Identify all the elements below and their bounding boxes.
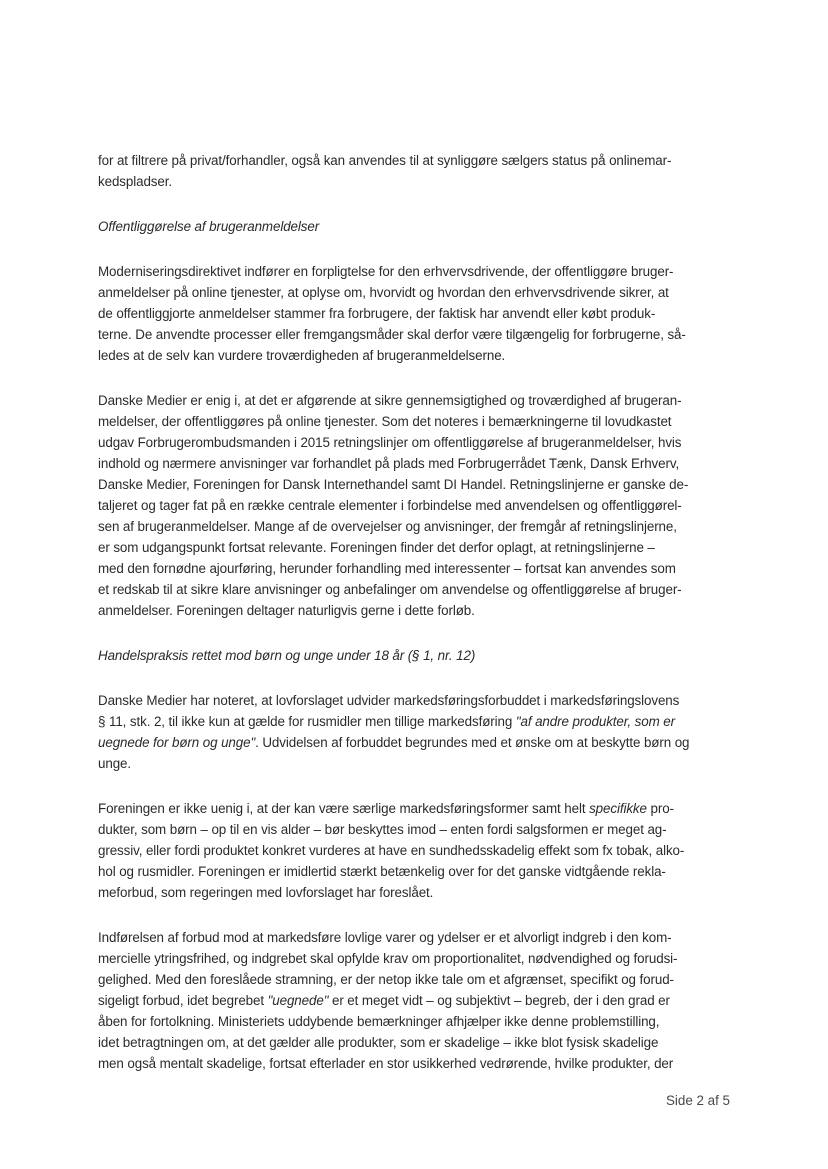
text-line [98,324,738,345]
text-run: med den fornødne ajourføring, herunder forhandling med interessenter – fortsat kan anvendes som [98,561,676,576]
text-line [98,303,738,324]
text-run: udgav Forbrugerombudsmanden i 2015 retningslinjer om offentliggørelse af brugeranmeldelser, hvis [98,435,682,450]
page-number: Side 2 af 5 [665,1093,730,1108]
section-heading [98,645,738,666]
text-run: pro- [646,801,674,816]
text-line [98,1032,738,1053]
text-line [98,432,738,453]
italic-text-run: specifikke [589,801,647,816]
text-line [98,150,738,171]
text-run: er et meget vidt – og subjektivt – begreb, der i den grad er [328,993,670,1008]
text-line [98,1053,738,1074]
text-line [98,171,738,192]
text-line [98,990,738,1011]
text-run: Foreningen er ikke uenig i, at der kan være særlige markedsføringsformer samt helt [98,801,590,816]
italic-text-run: "uegnede" [267,993,329,1008]
text-run: anmeldelser. Foreningen deltager naturligvis gerne i dette forløb. [98,603,475,618]
text-run: et redskab til at sikre klare anvisninger og anbefalinger om anvendelse og offentliggørelse af bruger- [98,582,682,597]
text-line [98,798,738,819]
document-body [98,150,738,1098]
text-run: men også mentalt skadelige, fortsat efterlader en stor usikkerhed vedrørende, hvilke produkter, der [98,1056,674,1071]
text-run: terne. De anvendte processer eller fremgangsmåder skal derfor være tilgængelig for forbrugerne, så- [98,327,686,342]
text-line [98,969,738,990]
text-run: Danske Medier, Foreningen for Dansk Internethandel samt DI Handel. Retningslinjerne er ganske de- [98,477,689,492]
text-run: kedspladser. [98,174,172,189]
text-run: indhold og nærmere anvisninger var forhandlet på plads med Forbrugerrådet Tænk, Dansk Erhverv, [98,456,680,471]
text-run: dukter, som børn – op til en vis alder – bør beskyttes imod – enten fordi salgsformen er meget ag- [98,822,667,837]
text-line [98,711,738,732]
text-run: mercielle ytringsfrihed, og indgrebet skal opfylde krav om proportionalitet, nødvendighed og forudsi- [98,951,678,966]
text-run: åben for fortolkning. Ministeriets uddybende bemærkninger afhjælper ikke denne problemstilling, [98,1014,660,1029]
text-run: meforbud, som regeringen med lovforslaget har foreslået. [98,885,434,900]
paragraph [98,150,738,192]
text-line [98,474,738,495]
text-run: Danske Medier er enig i, at det er afgørende at sikre gennemsigtighed og troværdighed af brugeran- [98,393,682,408]
text-run: de offentliggjorte anmeldelser stammer fra forbrugere, der faktisk har anvendt eller købt produk- [98,306,656,321]
text-line [98,1011,738,1032]
text-run: meldelser, der offentliggøres på online tjenester. Som det noteres i bemærkningerne til lovudkastet [98,414,672,429]
text-run: . Udvidelsen af forbuddet begrundes med et ønske om at beskytte børn og [255,735,690,750]
text-run: Danske Medier har noteret, at lovforslaget udvider markedsføringsforbuddet i markedsføringslovens [98,693,680,708]
text-line [98,819,738,840]
text-run: hol og rusmidler. Foreningen er imidlertid stærkt betænkelig over for det ganske vidtgående rekla- [98,864,666,879]
text-line [98,579,738,600]
text-line [98,411,738,432]
text-line [98,948,738,969]
italic-text-run: "af andre produkter, som er [515,714,675,729]
text-run: sen af brugeranmeldelser. Mange af de overvejelser og anvisninger, der fremgår af retningslinjerne, [98,519,677,534]
text-run: ledes at de selv kan vurdere troværdigheden af brugeranmeldelserne. [98,348,506,363]
text-line [98,732,738,753]
text-line [98,690,738,711]
paragraph [98,390,738,621]
text-run: gelighed. Med den foreslåede stramning, er der netop ikke tale om et afgrænset, specifikt og forud- [98,972,674,987]
text-run: Moderniseringsdirektivet indfører en forpligtelse for den erhvervsdrivende, der offentliggøre bruger- [98,264,674,279]
text-line [98,537,738,558]
paragraph [98,798,738,903]
text-run: sigeligt forbud, idet begrebet [98,993,268,1008]
text-run: gressiv, eller fordi produktet konkret vurderes at have en sundhedsskadelig effekt som fx tobak, alko- [98,843,685,858]
text-line [98,840,738,861]
paragraph [98,927,738,1074]
text-line [98,345,738,366]
text-run: unge. [98,756,132,771]
text-line [98,516,738,537]
text-run: for at filtrere på privat/forhandler, også kan anvendes til at synliggøre sælgers status på onlinemar- [98,153,672,168]
paragraph [98,261,738,366]
text-line [98,861,738,882]
section-heading [98,216,738,237]
text-line [98,495,738,516]
text-line [98,261,738,282]
text-run: idet betragtningen om, at det gælder alle produkter, som er skadelige – ikke blot fysisk skadelige [98,1035,659,1050]
text-line [98,282,738,303]
text-line [98,558,738,579]
text-run: er som udgangspunkt fortsat relevante. Foreningen finder det derfor oplagt, at retningslinjerne – [98,540,655,555]
text-run: Indførelsen af forbud mod at markedsføre lovlige varer og ydelser er et alvorligt indgreb i den kom- [98,930,672,945]
text-line [98,600,738,621]
text-line [98,882,738,903]
text-line [98,216,738,237]
paragraph [98,690,738,774]
text-run: Handelspraksis rettet mod børn og unge under 18 år (§ 1, nr. 12) [98,648,476,663]
text-line [98,390,738,411]
text-run: § 11, stk. 2, til ikke kun at gælde for rusmidler men tillige markedsføring [98,714,516,729]
text-run: anmeldelser på online tjenester, at oplyse om, hvorvidt og hvordan den erhvervsdrivende sikrer, at [98,285,669,300]
italic-text-run: uegnede for børn og unge" [98,735,256,750]
text-line [98,453,738,474]
text-run: Offentliggørelse af brugeranmeldelser [98,219,320,234]
text-run: taljeret og tager fat på en række centrale elementer i forbindelse med anvendelsen og offentliggørel- [98,498,682,513]
text-line [98,753,738,774]
text-line [98,645,738,666]
text-line [98,927,738,948]
